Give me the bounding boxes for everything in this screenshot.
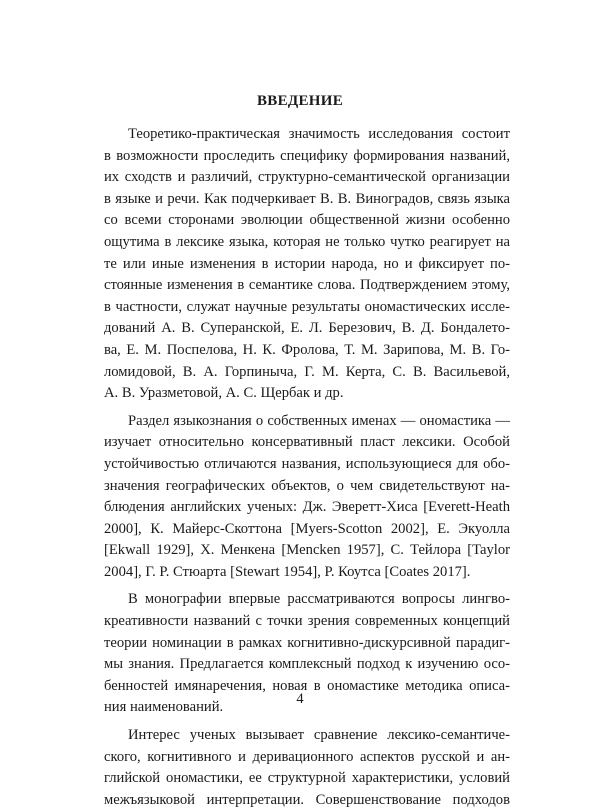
text-line: креативности названий с точки зрения современных концепций [104,613,510,630]
text-line: [Ekwall 1929], Х. Менкена [Mencken 1957], С. Тейлора [Taylor [104,542,510,559]
text-line: 2000], К. Майерс-Скоттона [Myers-Scotton 2002], Е. Экуолла [104,520,510,537]
text-line: их сходств и различий, структурно-семантической организации [104,169,510,186]
text-line: ломидовой, В. А. Горпиныча, Г. М. Керта, С. В. Васильевой, [104,363,510,380]
text-line: Теоретико-практическая значимость исследования состоит [128,126,510,142]
text-line: те или иные изменения в истории народа, но и фиксирует по- [104,255,510,272]
text-line: 2004], Г. Р. Стюарта [Stewart 1954], Р. Коутса [Coates 2017]. [104,563,471,580]
text-line: стоянные изменения в семантике слова. Подтверждением этому, [104,277,510,294]
text-line: В монографии впервые рассматриваются вопросы лингво- [128,591,510,608]
text-line: в языке и речи. Как подчеркивает В. В. Виноградов, связь языка [104,190,510,207]
text-line: межъязыковой интерпретации. Совершенствование подходов [104,791,510,808]
text-line: мы знания. Предлагается комплексный подход к изучению осо- [104,656,510,673]
page-title: ВВЕДЕНИЕ [256,93,344,109]
text-line: А. В. Уразметовой, А. С. Щербак и др. [104,385,344,402]
text-line: теории номинации в рамках когнитивно-дискурсивной парадиг- [104,634,510,651]
text-line: глийской ономастики, ее структурной характеристики, условий [104,770,510,787]
text-line: бенностей имянаречения, новая в ономастике методика описа- [104,677,510,694]
text-line: изучает относительно консервативный пласт лексики. Особой [104,434,510,451]
paragraph-4 [104,725,510,811]
text-line: блюдения английских ученых: Дж. Эверетт-Хиса [Everett-Heath [104,499,510,516]
text-line: Интерес ученых вызывает сравнение лексико-семантиче- [128,727,510,744]
text-line: Раздел языкознания о собственных именах — ономастика — [128,412,510,429]
text-line: ва, Е. М. Поспелова, Н. К. Фролова, Т. М. Зарипова, М. В. Го- [104,341,510,358]
text-line: значения географических объектов, о чем свидетельствуют на- [104,477,510,494]
text-line: в частности, служат научные результаты ономастических иссле- [104,298,510,315]
paragraph-1 [104,124,510,405]
text-line: дований А. В. Суперанской, Е. Л. Березович, В. Д. Бондалето- [104,320,510,337]
paragraph-2 [104,411,510,584]
text-line: ощутима в лексике языка, которая не только чутко реагирует на [104,233,510,250]
page-number: 4 [296,691,304,707]
text-line: со всеми сторонами эволюции общественной жизни особенно [104,212,510,229]
text-line: ского, когнитивного и деривационного аспектов русской и ан- [104,748,510,765]
text-line: устойчивостью отличаются названия, использующиеся для обо- [104,455,510,472]
text-line: ния наименований. [104,699,224,716]
text-line: в возможности проследить специфику формирования названий, [104,147,510,164]
